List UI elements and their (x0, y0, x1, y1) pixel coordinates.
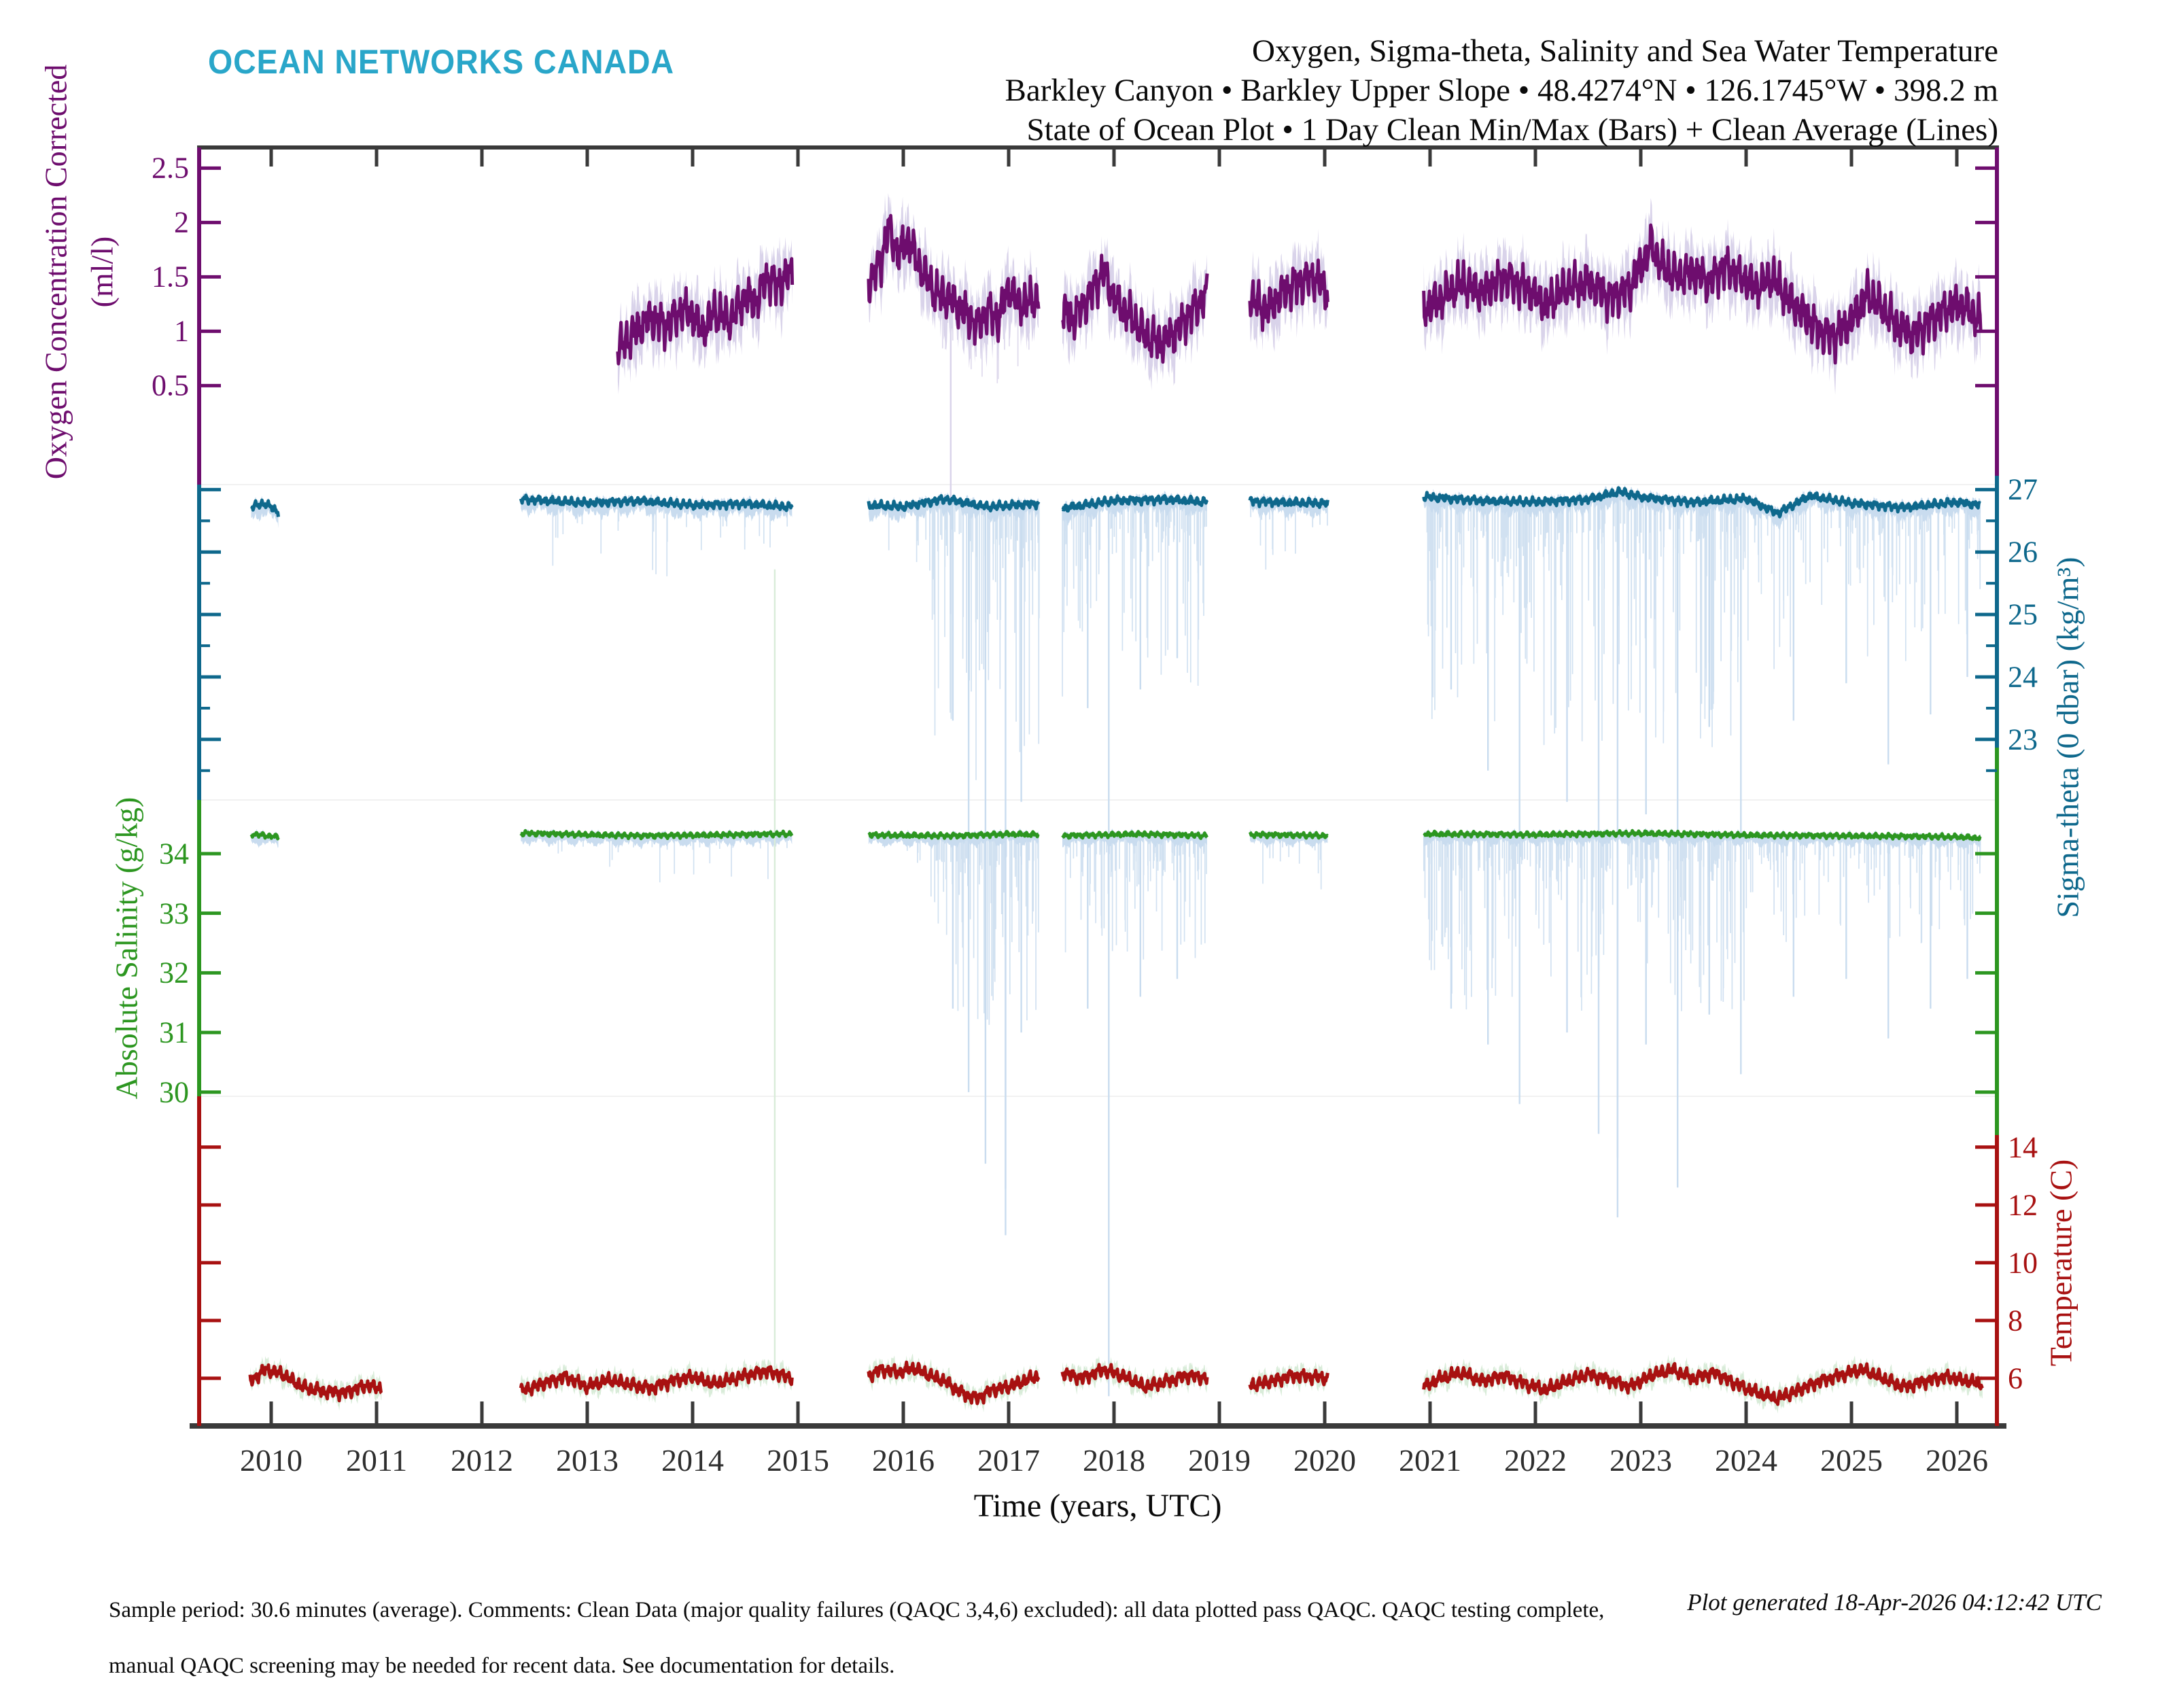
oxygen-tick-label: 1 (174, 314, 189, 348)
year-label: 2014 (661, 1443, 724, 1478)
salinity-tick-label: 30 (159, 1075, 189, 1109)
sigma-tick-label: 27 (2008, 472, 2038, 506)
plot-generated-timestamp: Plot generated 18-Apr-2026 04:12:42 UTC (1687, 1589, 2102, 1616)
year-label: 2016 (872, 1443, 935, 1478)
chart-title-block (1005, 31, 1998, 150)
year-label: 2023 (1610, 1443, 1672, 1478)
temperature-tick-label: 12 (2008, 1188, 2038, 1222)
temperature-tick-label: 8 (2008, 1304, 2023, 1338)
sigma-tick-label: 25 (2008, 597, 2038, 631)
year-label: 2020 (1293, 1443, 1356, 1478)
mean-lines-layer (250, 215, 1983, 1404)
year-label: 2019 (1188, 1443, 1251, 1478)
right-spine-temperature (1995, 1135, 1999, 1426)
oxygen-tick-label: 2 (174, 205, 189, 239)
temperature-tick-label: 10 (2008, 1246, 2038, 1280)
year-label: 2018 (1083, 1443, 1145, 1478)
salinity-axis-title: Absolute Salinity (g/kg) (109, 797, 144, 1100)
left-spine-sigma (197, 485, 201, 800)
oxygen-tick-label: 0.5 (152, 368, 189, 402)
sigma-tick-label: 23 (2008, 722, 2038, 756)
oxygen-tick-label: 2.5 (152, 151, 189, 185)
temperature-tick-label: 14 (2008, 1130, 2038, 1164)
year-label: 2017 (977, 1443, 1040, 1478)
year-label: 2012 (451, 1443, 513, 1478)
x-axis-title: Time (years, UTC) (973, 1488, 1222, 1524)
oxygen-axis-units: (ml/l) (84, 236, 120, 308)
plot-frame (190, 145, 2006, 1429)
footer-line1: Sample period: 30.6 minutes (average). Comments: Clean Data (major quality failures (QAQC 3,4,6) excluded): all data plotted pass QAQC. QAQC testing complete, (109, 1598, 1605, 1622)
salinity-extreme-bars (953, 832, 1968, 1397)
sigma-theta-axis-title: Sigma-theta (0 dbar) (kg/m³) (2050, 557, 2085, 918)
year-label: 2011 (345, 1443, 408, 1478)
sigma-tick-label: 26 (2008, 535, 2038, 569)
chart-title-line2: Barkley Canyon • Barkley Upper Slope • 48.4274°N • 126.1745°W • 398.2 m (1005, 73, 1998, 108)
salinity-tick-label: 34 (159, 837, 189, 871)
left-spine-oxygen (197, 147, 201, 485)
year-label: 2024 (1715, 1443, 1777, 1478)
oxygen-tick-label: 1.5 (152, 260, 189, 294)
oxygen-axis-title: Oxygen Concentration Corrected (38, 64, 73, 480)
temperature-tick-label: 6 (2008, 1361, 2023, 1395)
minmax-bars-layer (250, 193, 1983, 1414)
ocean-networks-canada-logo: OCEAN NETWORKS CANADA (208, 43, 675, 81)
chart-title-line1: Oxygen, Sigma-theta, Salinity and Sea Water Temperature (1252, 33, 1998, 69)
temperature-axis-title: Temperature (C) (2043, 1159, 2078, 1367)
footer-comments (109, 1569, 1604, 1708)
year-label: 2026 (1926, 1443, 1988, 1478)
salinity-band (251, 828, 1981, 1396)
right-spine-salinity (1995, 748, 1999, 1135)
left-spine-salinity (197, 800, 201, 1096)
footer-line2: manual QAQC screening may be needed for recent data. See documentation for details. (109, 1654, 895, 1678)
year-label: 2025 (1820, 1443, 1883, 1478)
chart-title-line3: State of Ocean Plot • 1 Day Clean Min/Max (Bars) + Clean Average (Lines) (1026, 112, 1998, 147)
year-label: 2022 (1504, 1443, 1567, 1478)
salinity-tick-label: 33 (159, 896, 189, 930)
year-label: 2015 (767, 1443, 829, 1478)
salinity-tick-label: 32 (159, 956, 189, 990)
sigma-tick-label: 24 (2008, 660, 2038, 694)
year-label: 2010 (240, 1443, 302, 1478)
year-label: 2021 (1399, 1443, 1461, 1478)
oxygen-band (618, 193, 1981, 614)
right-spine-oxygen (1995, 147, 1999, 476)
salinity-tick-label: 31 (159, 1015, 189, 1049)
year-label: 2013 (556, 1443, 619, 1478)
